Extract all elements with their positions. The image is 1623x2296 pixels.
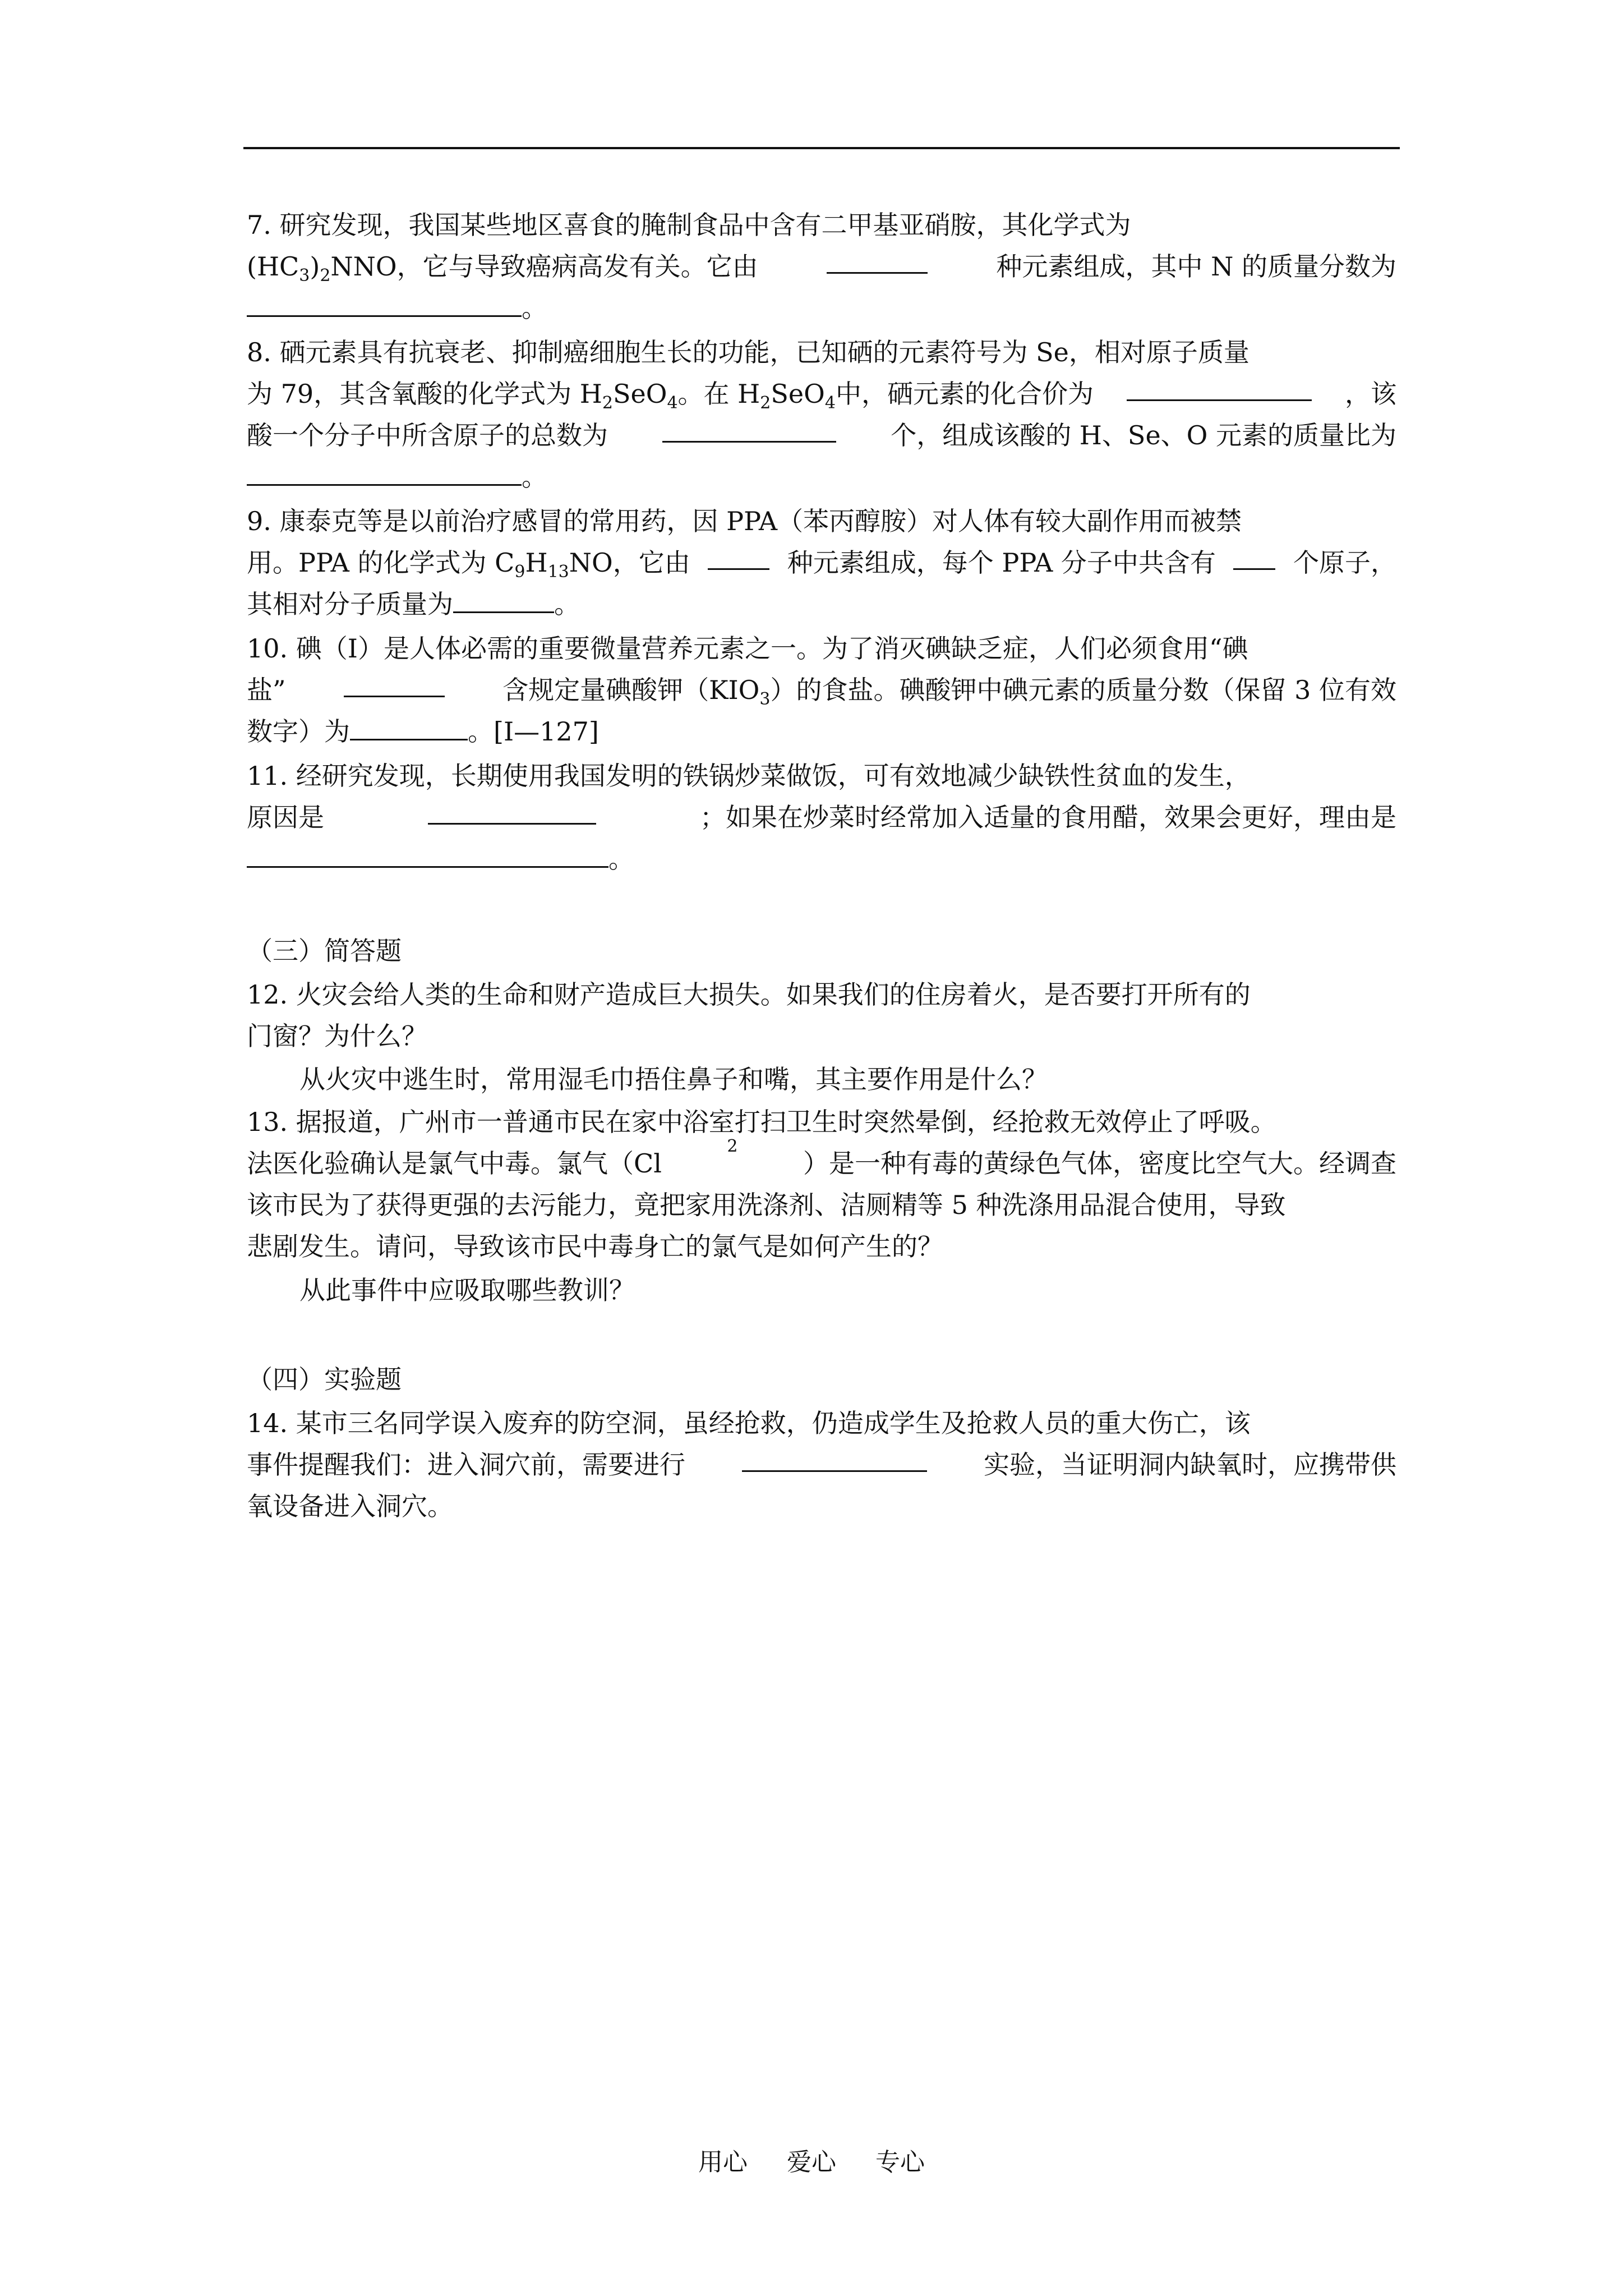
- q14-line-3: 氧设备进入洞穴。: [247, 1491, 453, 1521]
- answer-blank[interactable]: [827, 250, 928, 274]
- header-rule: [243, 147, 1400, 149]
- section-heading: （四）实验题: [247, 1364, 402, 1395]
- footer-text: 用心: [698, 2148, 748, 2177]
- q11-line-1: 11. 经研究发现，长期使用我国发明的铁锅炒菜做饭，可有效地减少缺铁性贫血的发生，: [247, 761, 1251, 791]
- q12-line-2: 门窗？为什么？: [247, 1021, 427, 1051]
- q11-line-3: 。: [247, 842, 1396, 876]
- q12-line-1: 12. 火灾会给人类的生命和财产造成巨大损失。如果我们的住房着火，是否要打开所有的: [247, 979, 1251, 1010]
- q7-line-2: $(HC_3)_2NNO$，它与导致癌病高发有关。它由 种元素组成，其中 N 的质量分数为: [247, 250, 1396, 283]
- q9-line-1: 9. 康泰克等是以前治疗感冒的常用药，因 PPA（苯丙醇胺）对人体有较大副作用而被禁: [247, 506, 1242, 536]
- q9-line-2: 用。PPA 的化学式为 $C_9H_{13}NO$，它由 种元素组成，每个 PPA 分子中共含有 个原子，: [247, 546, 1396, 579]
- answer-blank[interactable]: [1127, 377, 1312, 401]
- footer-text: 爱心: [787, 2148, 836, 2177]
- q13-line-3: 该市民为了获得更强的去污能力，竟把家用洗涤剂、洁厕精等 5 种洗涤用品混合使用，导致: [247, 1190, 1286, 1220]
- q10-line-1: 10. 碘（I）是人体必需的重要微量营养元素之一。为了消灭碘缺乏症，人们必须食用“碘: [247, 633, 1248, 664]
- q14-line-2: 事件提醒我们：进入洞穴前，需要进行 实验，当证明洞内缺氧时，应携带供: [247, 1448, 1396, 1481]
- q14-line-1: 14. 某市三名同学误入废弃的防空洞，虽经抢救，仍造成学生及抢救人员的重大伤亡，该: [247, 1408, 1251, 1438]
- q13-line-4: 悲剧发生。请问，导致该市民中毒身亡的氯气是如何产生的？: [247, 1231, 943, 1262]
- answer-blank[interactable]: [350, 716, 468, 740]
- q7-line-3: 。: [247, 291, 1396, 325]
- q13-line-2: 法医化验确认是氯气中毒。氯气（Cl 2 ）是一种有毒的黄绿色气体，密度比空气大。经调查: [247, 1137, 1396, 1179]
- q8-line-3: 酸一个分子中所含原子的总数为 个，组成该酸的 H、Se、O 元素的质量比为: [247, 418, 1396, 452]
- q7-line-1: 7. 研究发现，我国某些地区喜食的腌制食品中含有二甲基亚硝胺，其化学式为: [247, 210, 1131, 240]
- answer-blank[interactable]: [247, 462, 522, 486]
- answer-blank[interactable]: [708, 546, 769, 570]
- answer-blank[interactable]: [662, 418, 836, 443]
- answer-blank[interactable]: [344, 673, 445, 697]
- q10-line-3: 数字）为 。[I—127]: [247, 716, 599, 747]
- q9-line-3: 其相对分子质量为 。: [247, 589, 580, 619]
- page-footer: [0, 2147, 1623, 2178]
- q8-line-4: 。: [247, 460, 1396, 494]
- q13-line-5: 从此事件中应吸取哪些教训？: [299, 1275, 635, 1305]
- answer-blank[interactable]: [428, 800, 596, 825]
- section-heading: （三）简答题: [247, 936, 402, 966]
- q12-line-3: 从火灾中逃生时，常用湿毛巾捂住鼻子和嘴，其主要作用是什么？: [299, 1064, 1048, 1094]
- answer-blank[interactable]: [453, 589, 554, 613]
- q13-line-1: 13. 据报道，广州市一普通市民在家中浴室打扫卫生时突然晕倒，经抢救无效停止了呼吸。: [247, 1107, 1276, 1137]
- q8-line-1: 8. 硒元素具有抗衰老、抑制癌细胞生长的功能，已知硒的元素符号为 Se，相对原子质量: [247, 337, 1249, 367]
- answer-blank[interactable]: [247, 293, 522, 317]
- answer-blank[interactable]: [247, 844, 608, 868]
- footer-text: 专心: [875, 2148, 925, 2177]
- answer-blank[interactable]: [1233, 546, 1275, 570]
- answer-blank[interactable]: [742, 1448, 927, 1472]
- q10-line-2: 盐” 含规定量碘酸钾$(KIO_3)$的食盐。碘酸钾中碘元素的质量分数（保留 3 位有效: [247, 673, 1396, 707]
- q11-line-2: 原因是 ；如果在炒菜时经常加入适量的食用醋，效果会更好，理由是: [247, 800, 1396, 834]
- q8-line-2: 为 79，其含氧酸的化学式为 $H_2SeO_4$。在 $H_2SeO_4$中，硒元素的化合价为 ，该: [247, 377, 1396, 411]
